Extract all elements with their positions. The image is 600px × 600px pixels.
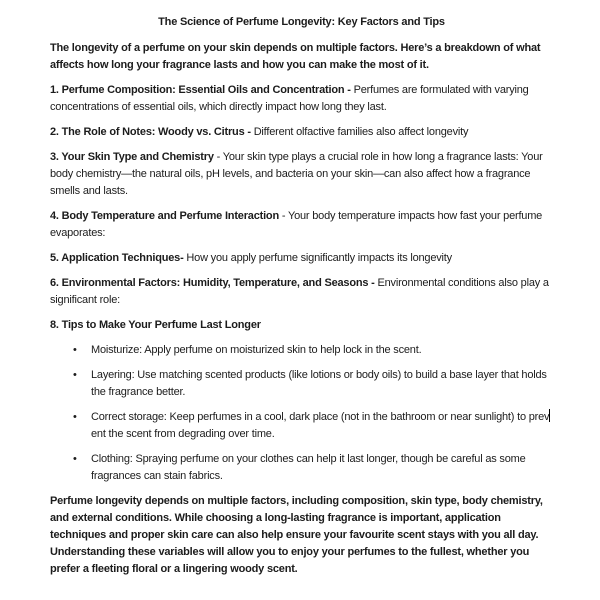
section-body: Environmental conditions also play a significant role: [50,277,549,306]
intro-paragraph[interactable]: The longevity of a perfume on your skin depends on multiple factors. Here’s a breakdown of what affects how long your fragrance lasts and how you can make the most of it. [50,42,541,71]
section-lead: 1. Perfume Composition: Essential Oils and Concentration - [50,84,354,96]
list-item[interactable] [50,342,553,359]
list-item-text: Moisturize: Apply perfume on moisturized skin to help lock in the scent. [91,344,422,356]
section-lead: 6. Environmental Factors: Humidity, Temperature, and Seasons - [50,277,378,289]
text-after-caret: ent the scent from degrading over time. [91,428,275,440]
section-paragraph-2[interactable] [50,124,553,141]
section-paragraph-3[interactable] [50,149,553,200]
section-lead: 4. Body Temperature and Perfume Interaction [50,210,279,222]
section-lead: 5. Application Techniques- [50,252,184,264]
section-lead: 8. Tips to Make Your Perfume Last Longer [50,319,261,331]
list-item-text: Layering: Use matching scented products (like lotions or body oils) to build a base layer that holds the fragrance better. [91,369,547,398]
document-title[interactable]: The Science of Perfume Longevity: Key Factors and Tips [158,16,445,28]
tips-list [50,342,553,485]
list-item[interactable] [50,409,553,443]
section-paragraph-5[interactable] [50,250,553,267]
list-item-text: Clothing: Spraying perfume on your clothes can help it last longer, though be careful as some fragrances can stain fabrics. [91,453,526,482]
section-paragraph-6[interactable] [50,275,553,309]
list-item[interactable] [50,451,553,485]
section-body: - Your body temperature impacts how fast your perfume evaporates: [50,210,543,239]
section-paragraph-4[interactable] [50,208,553,242]
text-before-caret: Correct storage: Keep perfumes in a cool, dark place (not in the bathroom or near sunlight) to prev [91,411,550,423]
section-lead: 3. Your Skin Type and Chemistry [50,151,214,163]
section-body: Different olfactive families also affect longevity [253,126,469,138]
section-heading-8[interactable] [50,317,553,334]
text-caret [549,409,550,422]
list-item-text [91,409,553,443]
bullet-icon: • [73,344,77,356]
section-body: How you apply perfume significantly impacts its longevity [183,252,452,264]
bullet-icon: • [73,411,77,423]
list-item[interactable] [50,367,553,401]
bullet-icon: • [73,369,77,381]
section-body: - Your skin type plays a crucial role in how long a fragrance lasts: Your body chemistry—the natural oils, pH levels, and bacteria on your skin—can also affect how a fragrance smells and lasts. [50,151,543,197]
section-body: Perfumes are formulated with varying concentrations of essential oils, which directly impact how long they last. [50,84,529,113]
bullet-icon: • [73,453,77,465]
closing-paragraph[interactable]: Perfume longevity depends on multiple factors, including composition, skin type, body chemistry, and external conditions. While choosing a long-lasting fragrance is important, application techniques and proper skin care can also help ensure your favourite scent stays with you all day. Understanding these variables will allow you to enjoy your perfumes to the fullest, whether you prefer a fleeting floral or a lingering woody scent. [50,495,543,575]
section-lead: 2. The Role of Notes: Woody vs. Citrus - [50,126,254,138]
section-paragraph-1[interactable] [50,82,553,116]
